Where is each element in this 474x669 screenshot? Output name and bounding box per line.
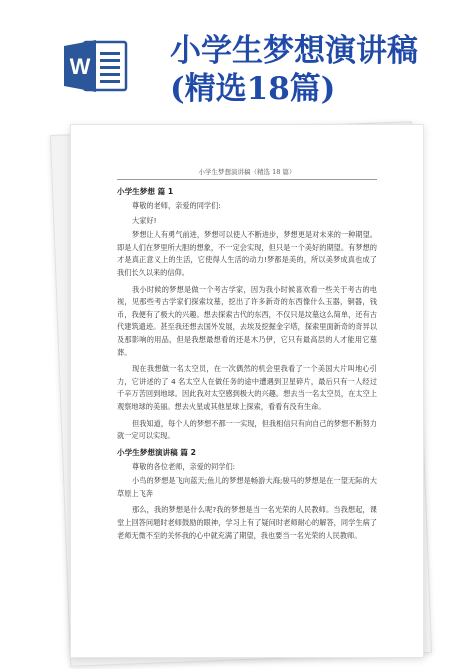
paragraph: 小鸟的梦想是飞向蓝天;鱼儿的梦想是畅游大海;骏马的梦想是在一望无际的大草原上飞奔 [117, 476, 377, 498]
paragraph: 现在我想做一名太空员，在一次偶然的机会里我看了一个美国大片叫地心引力，它讲述的了 4 名太空人在做任务的途中遭遇到卫星碎片，最后只有一人经过千辛万苦回到地球。因此我对太空感到极大的兴趣。想去当一名太空员，在太空上观察地球的美丽。想去火星或其他星球上探索，看看有没有生命。 [117, 364, 377, 411]
document-page [70, 124, 424, 658]
banner [0, 0, 474, 118]
word-doc-icon [64, 38, 128, 94]
title-line-1: 小学生梦想演讲稿 [170, 33, 418, 69]
title-line-2: (精选18篇) [170, 71, 336, 107]
paragraph: 梦想让人有勇气前进，梦想可以使人不断进步，梦想更是对未来的一种期望。即是人们在梦里所大胆的想象，不一定会实现，但只是一个美好的期望。有梦想的才是真正意义上的生活，它使得人生活的动力!梦都是美的，所以美梦成真也成了我们长久以来的信仰。 [117, 230, 377, 277]
word-icon-letter: W [69, 54, 91, 79]
section-heading: 小学生梦想演讲稿 篇 2 [117, 447, 196, 457]
page-title [170, 32, 418, 108]
paragraph: 那么，我的梦想是什么呢?我的梦想是当一名光荣的人民教师。当我想起，课堂上回答问题时老师鼓励的眼神，学习上有了疑问时老师耐心的解答，同学生病了老师无微不至的关怀我的心中就充满了期望，我也要当一名光荣的人民教师。 [117, 505, 377, 540]
paragraph: 但我知道，每个人的梦想不都一一实现，但我相信只有向自己的梦想不断努力就一定可以实现。 [117, 418, 377, 441]
paragraph: 大家好! [132, 215, 157, 225]
paragraph: 我小时候的梦想是做一个考古学家，因为我小时候喜欢看一些关于考古的电视，见那些考古学家们探索坟墓，挖出了许多新奇的东西像什么玉器，铜器，钱币，我便有了极大的兴趣。想去探索古代的东西，不仅只是坟墓这么简单，还有古代建筑遗迹。甚至我还想去国外发展，去埃及挖掘金字塔，探索里面新奇的奇异以及那影响的用品，但是我想最想看的还是木乃伊，它只有最高层的人才能用它墓葬。 [117, 284, 377, 357]
paragraph: 尊敬的各位老师，亲爱的同学们: [132, 461, 236, 471]
running-header: 小学生梦想演讲稿（精选 18 篇） [117, 167, 377, 180]
section-heading: 小学生梦想 篇 1 [117, 187, 174, 196]
document-body [117, 167, 377, 546]
paragraph: 尊敬的老师，亲爱的同学们: [132, 201, 221, 210]
